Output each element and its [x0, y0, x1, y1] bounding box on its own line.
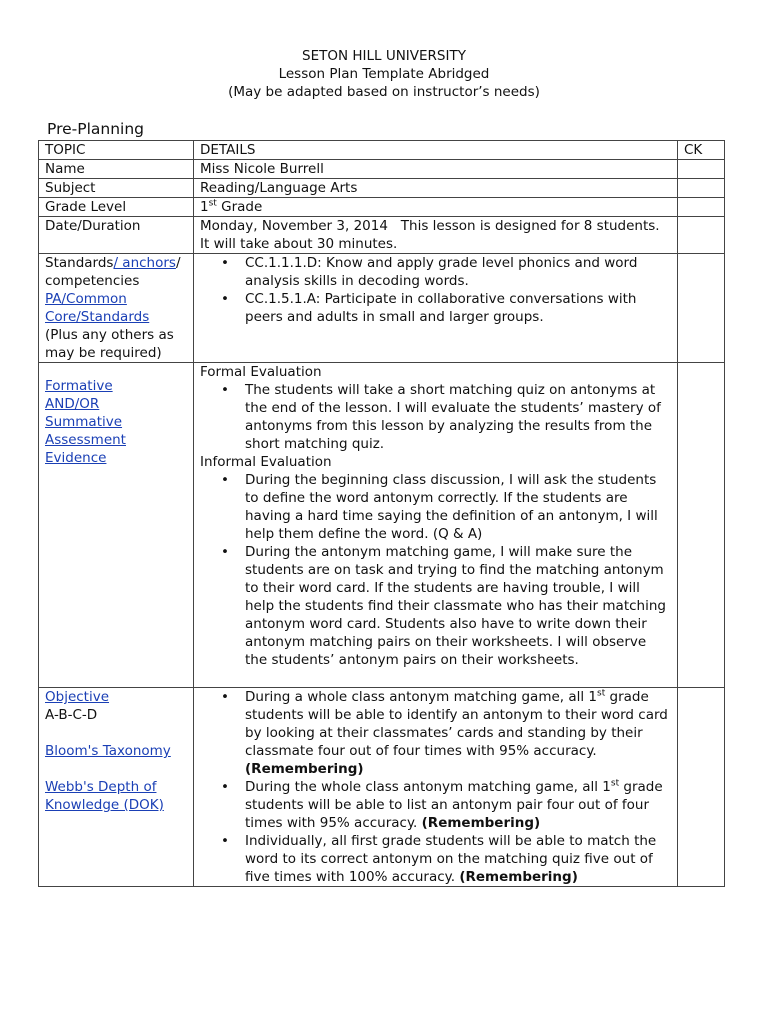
webbs-dok-link[interactable]: Webb's Depth of Knowledge (DOK) — [45, 779, 164, 813]
evaluation-text: The students will take a short matching quiz on antonyms at the end of the lesson. I will evaluate the students’ mastery of antonyms from this lesson by analyzing the results from the short matching quiz. — [245, 382, 661, 452]
assessment-label — [39, 363, 194, 688]
list-item — [221, 471, 671, 543]
date-ck — [678, 217, 725, 254]
objective-post: grade students will be able to identify an antonym to their word card by looking at their classmates’ cards and standing by their classmate four out of four times with 95% accuracy. — [245, 689, 668, 759]
informal-evaluation-heading: Informal Evaluation — [200, 454, 332, 470]
objective-pre: During a whole class antonym matching game, all 1 — [245, 689, 598, 705]
subject-label: Subject — [39, 179, 194, 198]
header-topic: TOPIC — [39, 141, 194, 160]
document-header — [0, 47, 768, 101]
grade-ck — [678, 198, 725, 217]
date-row — [39, 217, 725, 254]
subject-row — [39, 179, 725, 198]
list-item — [221, 688, 671, 778]
blooms-taxonomy-link[interactable]: Bloom's Taxonomy — [45, 743, 171, 759]
list-item — [221, 778, 671, 832]
header-details: DETAILS — [194, 141, 678, 160]
bullet-icon: • — [221, 472, 229, 488]
name-row — [39, 160, 725, 179]
objective-details — [194, 688, 678, 887]
subject-ck — [678, 179, 725, 198]
assessment-details — [194, 363, 678, 688]
grade-rest: Grade — [216, 199, 263, 215]
assessment-evidence-link[interactable]: Formative AND/OR Summative Assessment Evidence — [45, 378, 126, 466]
name-ck — [678, 160, 725, 179]
table-header-row — [39, 141, 725, 160]
objective-list — [200, 688, 671, 886]
formal-evaluation-list — [200, 381, 671, 453]
name-value: Miss Nicole Burrell — [194, 160, 678, 179]
bullet-icon: • — [221, 255, 229, 271]
list-item — [221, 290, 671, 326]
bullet-icon: • — [221, 291, 229, 307]
anchors-link[interactable]: / anchors — [113, 255, 176, 271]
evaluation-text: During the beginning class discussion, I will ask the students to define the word antonym correctly. If the students are having a hard time saying the definition of an antonym, I will help them define the word. (Q & A) — [245, 472, 658, 542]
assessment-row — [39, 363, 725, 688]
objective-sup: st — [610, 778, 620, 789]
objective-label — [39, 688, 194, 887]
assessment-ck — [678, 363, 725, 688]
template-note: (May be adapted based on instructor’s needs) — [228, 84, 540, 100]
abcd-text: A-B-C-D — [45, 707, 98, 723]
list-item — [221, 254, 671, 290]
template-title: Lesson Plan Template Abridged — [278, 66, 490, 82]
standard-text: CC.1.5.1.A: Participate in collaborative conversations with peers and adults in small and larger groups. — [245, 291, 637, 325]
standard-text: CC.1.1.1.D: Know and apply grade level phonics and word analysis skills in decoding words. — [245, 255, 638, 289]
label-gap — [45, 760, 187, 778]
bullet-icon: • — [221, 544, 229, 560]
cell-spacer — [200, 669, 671, 687]
bullet-icon: • — [221, 382, 229, 398]
evaluation-text: During the antonym matching game, I will make sure the students are on task and trying to find the matching antonym to their word card. If the students are having trouble, I will help the students find their classmate who has their matching antonym word card. Students also have to write down their antonym matching pairs on their worksheets. I will observe the students’ antonym pairs on their worksheets. — [245, 544, 666, 668]
grade-value — [194, 198, 678, 217]
pa-common-core-link[interactable]: PA/Common Core/Standards — [45, 291, 150, 325]
standards-label — [39, 254, 194, 363]
standards-row — [39, 254, 725, 363]
university-name: SETON HILL UNIVERSITY — [302, 48, 466, 64]
subject-value: Reading/Language Arts — [194, 179, 678, 198]
date-label: Date/Duration — [39, 217, 194, 254]
list-item — [221, 381, 671, 453]
bullet-icon: • — [221, 833, 229, 849]
objective-link[interactable]: Objective — [45, 689, 110, 705]
objective-pre: During the whole class antonym matching game, all 1 — [245, 779, 611, 795]
standards-details — [194, 254, 678, 363]
header-ck: CK — [678, 141, 725, 160]
objective-row — [39, 688, 725, 887]
competencies-text: / competencies — [45, 255, 181, 289]
label-gap — [45, 724, 187, 742]
list-item — [221, 832, 671, 886]
standards-list — [200, 254, 671, 326]
objective-ck — [678, 688, 725, 887]
objective-sup: st — [597, 688, 606, 699]
grade-number: 1 — [200, 199, 209, 215]
lesson-plan-table — [38, 140, 725, 887]
blooms-level: (Remembering) — [245, 761, 364, 777]
grade-row — [39, 198, 725, 217]
informal-evaluation-list — [200, 471, 671, 669]
grade-label: Grade Level — [39, 198, 194, 217]
blooms-level: (Remembering) — [459, 869, 578, 885]
date-value: Monday, November 3, 2014 This lesson is designed for 8 students. It will take about 30 minutes. — [194, 217, 678, 254]
bullet-icon: • — [221, 689, 229, 705]
standards-text: Standards — [45, 255, 114, 271]
grade-suffix: st — [208, 198, 217, 209]
list-item — [221, 543, 671, 669]
objective-pre: Individually, all first grade students will be able to match the word to its correct antonym on the matching quiz five out of five times with 100% accuracy. — [245, 833, 657, 885]
section-title: Pre-Planning — [47, 120, 145, 138]
blooms-level: (Remembering) — [421, 815, 541, 831]
objective-post: grade students will be able to list an antonym pair four out of four times with 95% accuracy. — [245, 779, 663, 831]
standards-note: (Plus any others as may be required) — [45, 327, 174, 361]
bullet-icon: • — [221, 779, 229, 795]
standards-ck — [678, 254, 725, 363]
name-label: Name — [39, 160, 194, 179]
formal-evaluation-heading: Formal Evaluation — [200, 364, 322, 380]
